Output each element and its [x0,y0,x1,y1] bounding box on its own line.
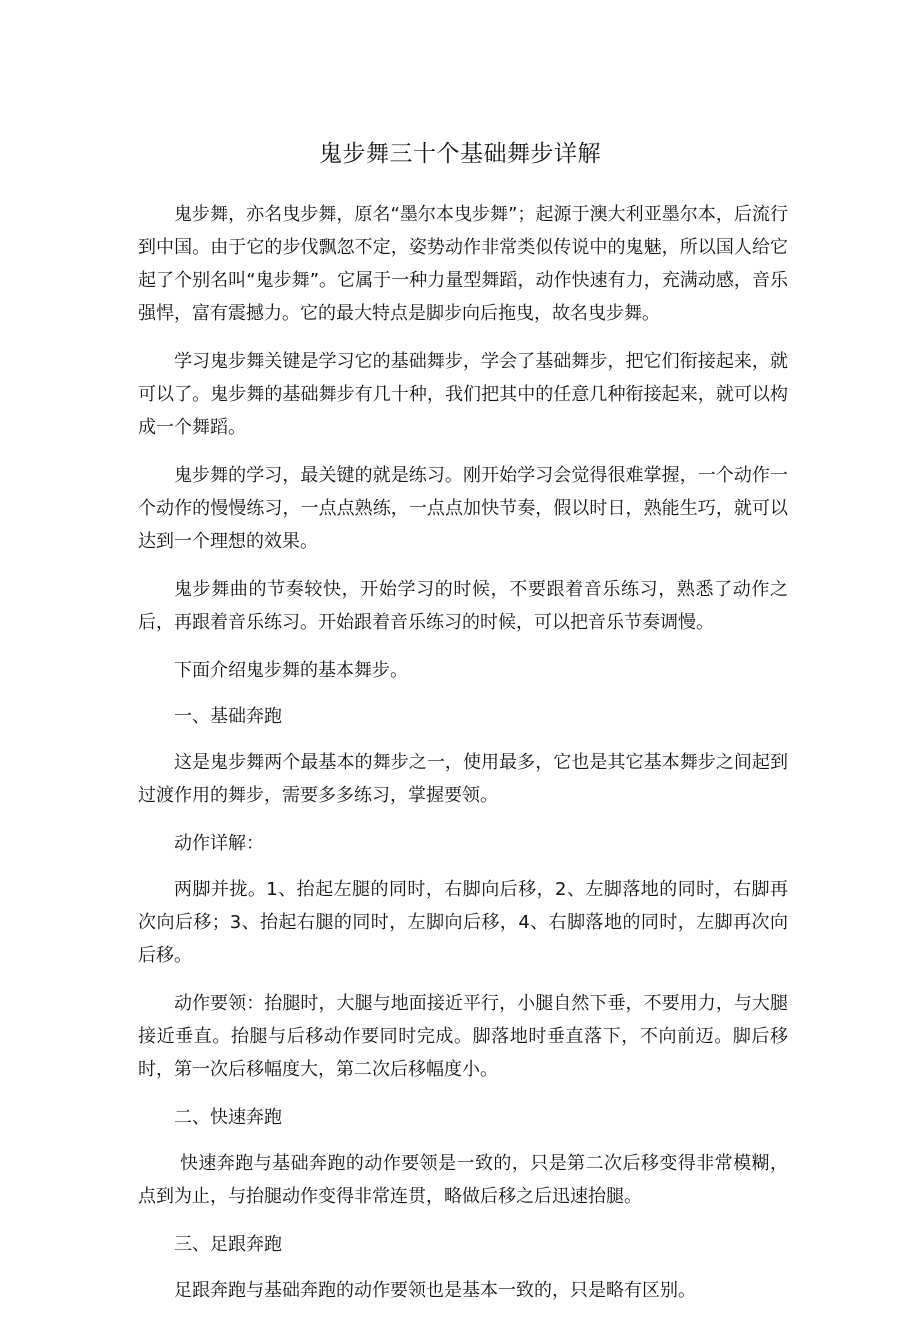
paragraph-key-learning: 学习鬼步舞关键是学习它的基础舞步，学会了基础舞步，把它们衔接起来，就可以了。鬼步舞的基础舞步有几十种，我们把其中的任意几种衔接起来，就可以构成一个舞蹈。 [138,351,788,438]
paragraph-action-essentials: 动作要领：抬腿时，大腿与地面接近平行，小腿自然下垂，不要用力，与大腿接近垂直。抬腿与后移动作要同时完成。脚落地时垂直落下，不向前迈。脚后移时，第一次后移幅度大，第二次后移幅度小。 [138,993,788,1080]
paragraph-basic-run: 这是鬼步舞两个最基本的舞步之一，使用最多，它也是其它基本舞步之间起到过渡作用的舞步，需要多多练习，掌握要领。 [138,752,788,806]
section-heading-heel-run: 三、足跟奔跑 [174,1234,282,1255]
paragraph-heel-run: 足跟奔跑与基础奔跑的动作要领也是基本一致的，只是略有区别。 [174,1280,696,1301]
paragraph-intro-steps: 下面介绍鬼步舞的基本舞步。 [174,660,408,681]
label-action-details: 动作详解： [174,833,264,854]
document-title: 鬼步舞三十个基础舞步详解 [319,141,601,167]
paragraph-music: 鬼步舞曲的节奏较快，开始学习的时候，不要跟着音乐练习，熟悉了动作之后，再跟着音乐练习。开始跟着音乐练习的时候，可以把音乐节奏调慢。 [138,579,788,633]
section-heading-basic-run: 一、基础奔跑 [174,706,282,727]
document-body [138,198,788,1322]
paragraph-fast-run: 快速奔跑与基础奔跑的动作要领是一致的，只是第二次后移变得非常模糊，点到为止，与抬腿动作变得非常连贯，略做后移之后迅速抬腿。 [138,1153,788,1207]
paragraph-action-steps: 两脚并拢。1、抬起左腿的同时，右脚向后移，2、左脚落地的同时，右脚再次向后移；3、抬起右腿的同时，左脚向后移，4、右脚落地的同时，左脚再次向后移。 [138,879,788,966]
section-heading-fast-run: 二、快速奔跑 [174,1107,282,1128]
paragraph-practice: 鬼步舞的学习，最关键的就是练习。刚开始学习会觉得很难掌握，一个动作一个动作的慢慢练习，一点点熟练，一点点加快节奏，假以时日，熟能生巧，就可以达到一个理想的效果。 [138,465,788,552]
paragraph-intro: 鬼步舞，亦名曳步舞，原名“墨尔本曳步舞”；起源于澳大利亚墨尔本，后流行到中国。由于它的步伐飘忽不定，姿势动作非常类似传说中的鬼魅，所以国人给它起了个别名叫“鬼步舞”。它属于一种力量型舞蹈，动作快速有力，充满动感，音乐强悍，富有震撼力。它的最大特点是脚步向后拖曳，故名曳步舞。 [138,204,788,324]
